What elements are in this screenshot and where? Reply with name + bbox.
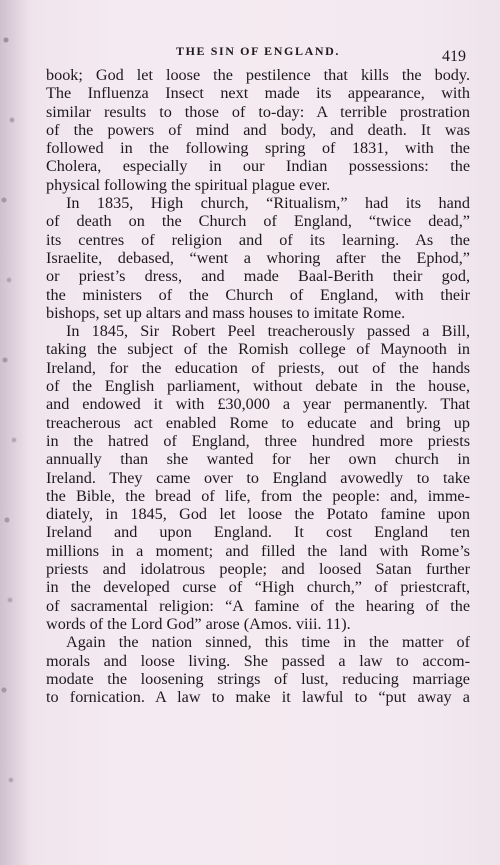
text-line: The Influenza Insect next made its appearance, with [46,84,470,103]
text-line: Again the nation sinned, this time in the matter of [66,633,470,652]
text-line: of death on the Church of England, “twice dead,” [46,212,470,231]
text-line: similar results to those of to-day: A terrible prostration [46,102,470,121]
text-line: in the hatred of England, three hundred more priests [46,431,470,450]
text-line: and endowed it with £30,000 a year permanently. That [46,395,470,414]
text-line: taking the subject of the Romish college of Maynooth in [46,340,470,359]
text-line: morals and loose living. She passed a law to accom- [46,651,470,670]
text-line: the ministers of the Church of England, with their [46,285,470,304]
text-line: annually than she wanted for her own church in [46,450,470,469]
page-header [46,42,470,66]
paragraph [46,194,470,322]
text-line: treacherous act enabled Rome to educate and bring up [46,413,470,432]
text-line: Ireland and upon England. It cost England ten [46,523,470,542]
text-line: of the powers of mind and body, and death. It was [46,120,470,139]
body-text [46,66,470,706]
text-line: or priest’s dress, and made Baal-Berith their god, [46,267,470,286]
text-line: of the English parliament, without debate in the house, [46,377,470,396]
text-line: modate the loosening strings of lust, reducing marriage [46,669,470,688]
text-line: of sacramental religion: “A famine of the hearing of the [46,596,470,615]
page-number: 419 [442,48,466,65]
text-line: to fornication. A law to make it lawful to “put away a [46,688,470,707]
text-line: in the developed curse of “High church,” of priestcraft, [46,578,470,597]
text-line: bishops, set up altars and mass houses to imitate Rome. [46,303,406,322]
running-head: THE SIN OF ENGLAND. [176,44,340,58]
text-line: millions in a moment; and filled the land with Rome’s [46,541,470,560]
text-line: priests and idolatrous people; and loosed Satan further [46,560,470,579]
text-line: Cholera, especially in our Indian possessions: the [46,157,470,176]
text-line: its centres of religion and of its learning. As the [46,230,470,249]
text-line: In 1845, Sir Robert Peel treacherously passed a Bill, [66,322,470,341]
text-line: Ireland, for the education of priests, out of the hands [46,358,470,377]
paragraph [46,322,470,633]
text-line: Ireland. They came over to England avowedly to take [46,468,470,487]
paragraph [46,633,470,706]
text-line: In 1835, High church, “Ritualism,” had its hand [66,194,470,213]
text-line: followed in the following spring of 1831, with the [46,139,470,158]
text-line: diately, in 1845, God let loose the Potato famine upon [46,505,470,524]
text-line: words of the Lord God” arose (Amos. viii. 11). [46,614,351,633]
paragraph [46,66,470,194]
text-line: book; God let loose the pestilence that kills the body. [46,66,470,84]
text-line: the Bible, the bread of life, from the people: and, imme- [46,486,470,505]
text-line: Israelite, debased, “went a whoring after the Ephod,” [46,248,470,267]
page-edge-shadow [0,0,30,865]
text-line: physical following the spiritual plague ever. [46,175,331,194]
